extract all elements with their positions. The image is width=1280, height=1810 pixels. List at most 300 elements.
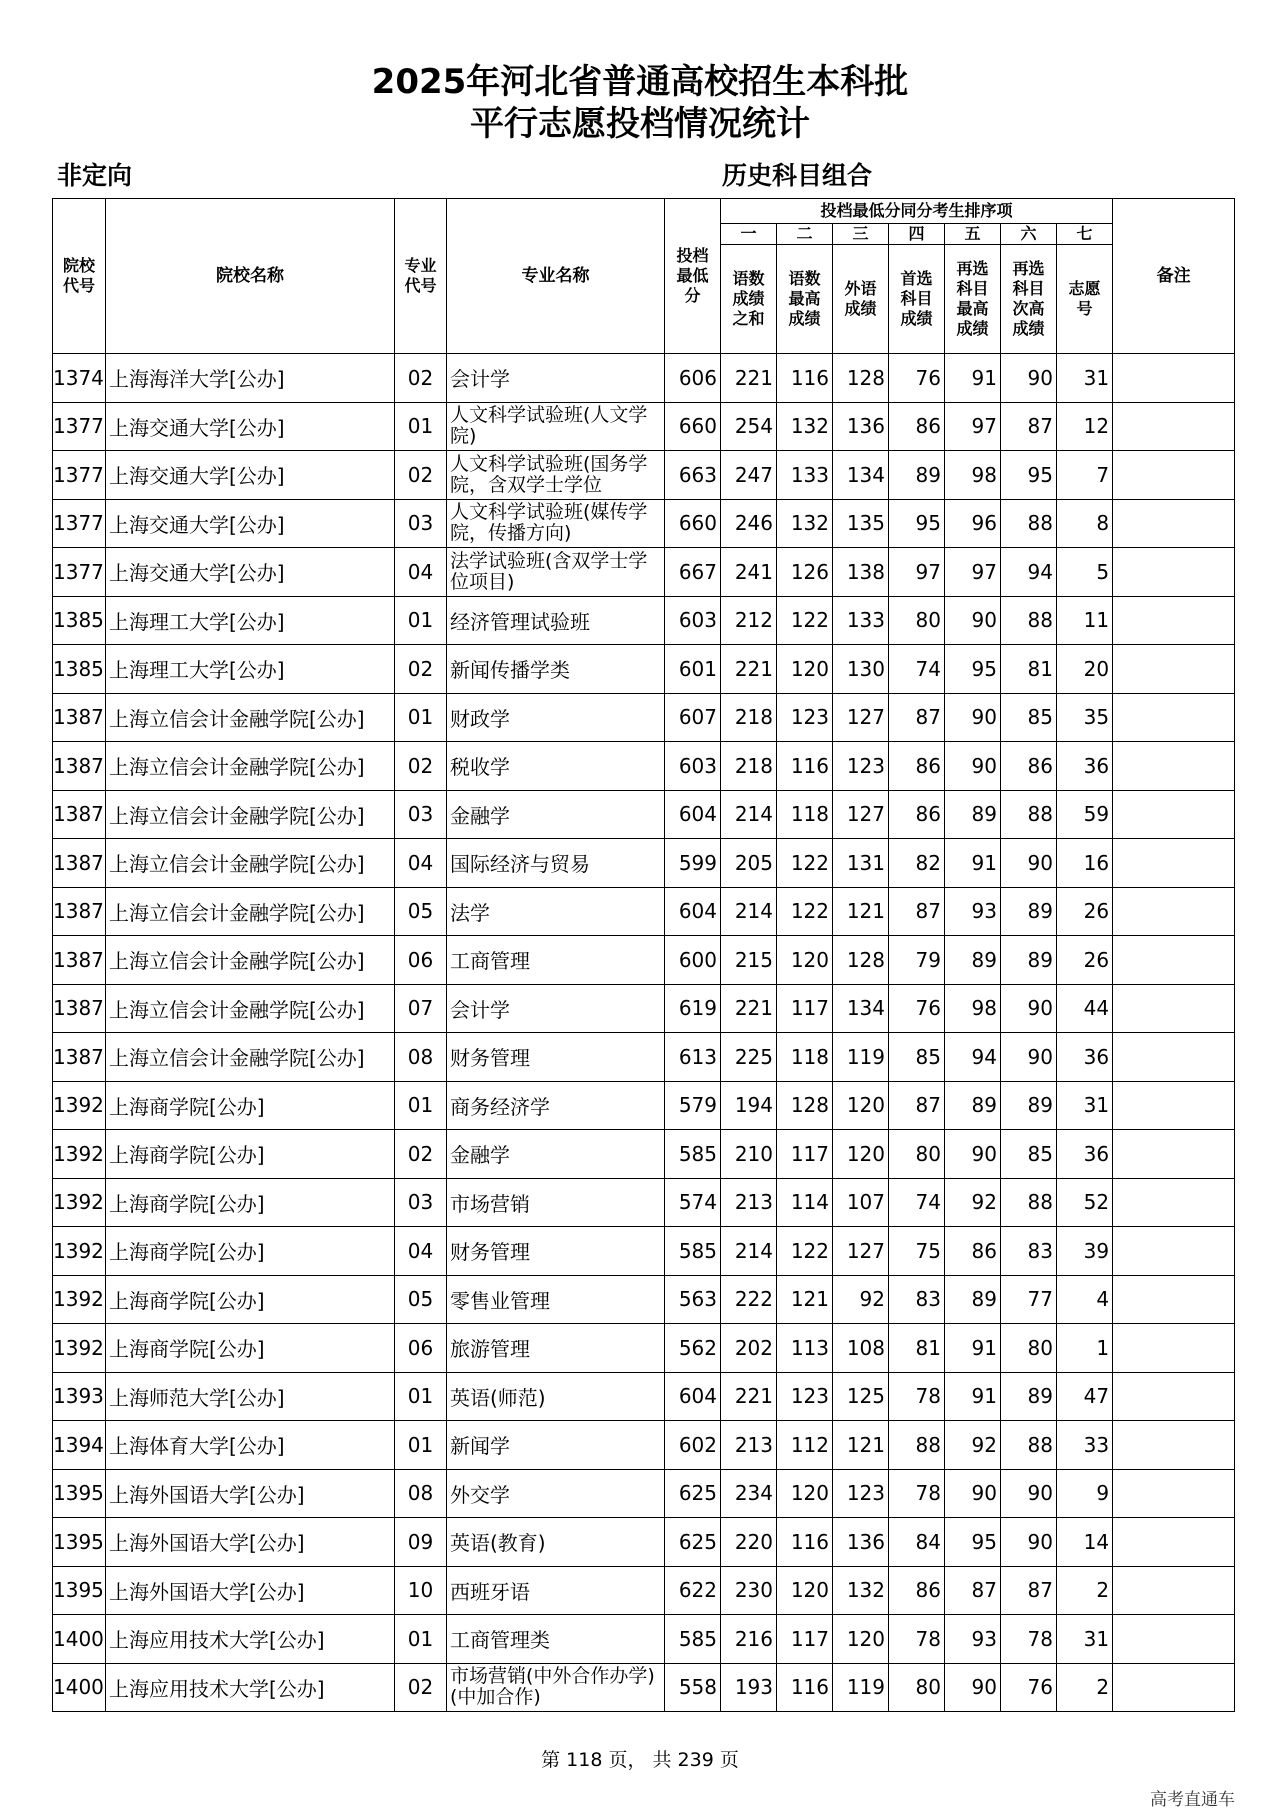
cell-s5: 95 xyxy=(945,1518,1001,1567)
cell-remark xyxy=(1113,693,1235,742)
cell-major: 市场营销(中外合作办学)(中加合作) xyxy=(447,1663,665,1712)
cell-mcode: 02 xyxy=(395,1130,447,1179)
header-code: 院校代号 xyxy=(53,199,106,354)
cell-s4: 78 xyxy=(889,1372,945,1421)
cell-s2: 120 xyxy=(777,645,833,694)
cell-remark xyxy=(1113,645,1235,694)
table-row xyxy=(53,1615,1235,1664)
cell-min: 622 xyxy=(665,1566,721,1615)
cell-s1: 213 xyxy=(721,1421,777,1470)
cell-s4: 89 xyxy=(889,451,945,500)
cell-major: 工商管理类 xyxy=(447,1615,665,1664)
cell-code: 1387 xyxy=(53,936,106,985)
cell-min: 606 xyxy=(665,354,721,403)
header-cat: 再选科目最高成绩 xyxy=(945,245,1001,354)
cell-school: 上海立信会计金融学院[公办] xyxy=(106,839,395,888)
cell-code: 1400 xyxy=(53,1663,106,1712)
header-min-score: 投档最低分 xyxy=(665,199,721,354)
cell-school: 上海商学院[公办] xyxy=(106,1081,395,1130)
header-num: 四 xyxy=(889,224,945,245)
table-row xyxy=(53,548,1235,597)
cell-s6: 88 xyxy=(1001,1421,1057,1470)
cell-s6: 88 xyxy=(1001,596,1057,645)
cell-mcode: 04 xyxy=(395,1227,447,1276)
cell-s1: 221 xyxy=(721,354,777,403)
cell-min: 585 xyxy=(665,1227,721,1276)
cell-s6: 78 xyxy=(1001,1615,1057,1664)
cell-s2: 114 xyxy=(777,1178,833,1227)
cell-major: 财政学 xyxy=(447,693,665,742)
cell-s2: 121 xyxy=(777,1275,833,1324)
cell-s2: 116 xyxy=(777,354,833,403)
cell-school: 上海商学院[公办] xyxy=(106,1130,395,1179)
cell-s7: 26 xyxy=(1057,936,1113,985)
cell-s7: 31 xyxy=(1057,1615,1113,1664)
cell-s5: 98 xyxy=(945,451,1001,500)
cell-s3: 131 xyxy=(833,839,889,888)
cell-s4: 76 xyxy=(889,354,945,403)
cell-remark xyxy=(1113,839,1235,888)
cell-min: 604 xyxy=(665,790,721,839)
cell-s2: 113 xyxy=(777,1324,833,1373)
cell-s5: 98 xyxy=(945,984,1001,1033)
table-row xyxy=(53,1372,1235,1421)
cell-s6: 88 xyxy=(1001,499,1057,548)
page-title-line2: 平行志愿投档情况统计 xyxy=(470,104,810,144)
cell-s4: 80 xyxy=(889,1663,945,1712)
cell-school: 上海立信会计金融学院[公办] xyxy=(106,1033,395,1082)
cell-major: 经济管理试验班 xyxy=(447,596,665,645)
cell-s5: 97 xyxy=(945,402,1001,451)
cell-remark xyxy=(1113,1372,1235,1421)
cell-major: 西班牙语 xyxy=(447,1566,665,1615)
cell-s7: 16 xyxy=(1057,839,1113,888)
cell-s6: 89 xyxy=(1001,1081,1057,1130)
cell-code: 1387 xyxy=(53,790,106,839)
cell-major: 旅游管理 xyxy=(447,1324,665,1373)
cell-s6: 90 xyxy=(1001,1033,1057,1082)
cell-s5: 91 xyxy=(945,1372,1001,1421)
cell-school: 上海交通大学[公办] xyxy=(106,499,395,548)
cell-s7: 1 xyxy=(1057,1324,1113,1373)
table-row xyxy=(53,1130,1235,1179)
cell-s6: 85 xyxy=(1001,1130,1057,1179)
cell-s2: 117 xyxy=(777,1130,833,1179)
table-row xyxy=(53,1081,1235,1130)
cell-remark xyxy=(1113,984,1235,1033)
cell-s2: 122 xyxy=(777,839,833,888)
cell-s5: 97 xyxy=(945,548,1001,597)
cell-s1: 218 xyxy=(721,693,777,742)
cell-s4: 85 xyxy=(889,1033,945,1082)
cell-s1: 221 xyxy=(721,645,777,694)
header-major: 专业名称 xyxy=(447,199,665,354)
cell-s6: 95 xyxy=(1001,451,1057,500)
cell-remark xyxy=(1113,596,1235,645)
cell-s2: 117 xyxy=(777,1615,833,1664)
cell-s3: 132 xyxy=(833,1566,889,1615)
cell-s7: 2 xyxy=(1057,1566,1113,1615)
header-num: 六 xyxy=(1001,224,1057,245)
cell-s5: 90 xyxy=(945,1663,1001,1712)
table-row xyxy=(53,1566,1235,1615)
cell-major: 会计学 xyxy=(447,354,665,403)
cell-s3: 125 xyxy=(833,1372,889,1421)
cell-s4: 82 xyxy=(889,839,945,888)
cell-remark xyxy=(1113,1469,1235,1518)
cell-code: 1394 xyxy=(53,1421,106,1470)
cell-s7: 52 xyxy=(1057,1178,1113,1227)
cell-s3: 119 xyxy=(833,1663,889,1712)
table-row xyxy=(53,1469,1235,1518)
cell-remark xyxy=(1113,451,1235,500)
cell-s7: 31 xyxy=(1057,1081,1113,1130)
cell-s7: 44 xyxy=(1057,984,1113,1033)
cell-s1: 202 xyxy=(721,1324,777,1373)
cell-s7: 12 xyxy=(1057,402,1113,451)
page-title-line1: 2025年河北省普通高校招生本科批 xyxy=(371,62,909,102)
cell-remark xyxy=(1113,790,1235,839)
header-cat: 外语成绩 xyxy=(833,245,889,354)
cell-remark xyxy=(1113,742,1235,791)
cell-s7: 4 xyxy=(1057,1275,1113,1324)
cell-min: 563 xyxy=(665,1275,721,1324)
cell-s1: 194 xyxy=(721,1081,777,1130)
cell-s6: 89 xyxy=(1001,887,1057,936)
cell-s2: 122 xyxy=(777,887,833,936)
cell-s6: 83 xyxy=(1001,1227,1057,1276)
cell-s2: 116 xyxy=(777,1518,833,1567)
cell-s1: 247 xyxy=(721,451,777,500)
cell-mcode: 01 xyxy=(395,693,447,742)
header-num: 五 xyxy=(945,224,1001,245)
cell-school: 上海商学院[公办] xyxy=(106,1178,395,1227)
cell-s4: 80 xyxy=(889,596,945,645)
cell-major: 国际经济与贸易 xyxy=(447,839,665,888)
cell-major: 新闻传播学类 xyxy=(447,645,665,694)
cell-school: 上海交通大学[公办] xyxy=(106,548,395,597)
cell-code: 1392 xyxy=(53,1178,106,1227)
cell-remark xyxy=(1113,887,1235,936)
cell-s7: 35 xyxy=(1057,693,1113,742)
cell-s1: 218 xyxy=(721,742,777,791)
cell-code: 1377 xyxy=(53,451,106,500)
cell-min: 600 xyxy=(665,936,721,985)
cell-s3: 92 xyxy=(833,1275,889,1324)
cell-major: 英语(师范) xyxy=(447,1372,665,1421)
cell-min: 660 xyxy=(665,499,721,548)
cell-s1: 230 xyxy=(721,1566,777,1615)
cell-s1: 205 xyxy=(721,839,777,888)
cell-school: 上海海洋大学[公办] xyxy=(106,354,395,403)
cell-s1: 246 xyxy=(721,499,777,548)
cell-s1: 225 xyxy=(721,1033,777,1082)
cell-s5: 89 xyxy=(945,936,1001,985)
cell-s6: 85 xyxy=(1001,693,1057,742)
cell-remark xyxy=(1113,1421,1235,1470)
subtitle-right: 历史科目组合 xyxy=(722,161,873,190)
cell-s3: 108 xyxy=(833,1324,889,1373)
cell-major: 人文科学试验班(国务学院，含双学士学位 xyxy=(447,451,665,500)
cell-s4: 97 xyxy=(889,548,945,597)
cell-code: 1387 xyxy=(53,839,106,888)
cell-major: 财务管理 xyxy=(447,1227,665,1276)
cell-remark xyxy=(1113,1227,1235,1276)
header-school: 院校名称 xyxy=(106,199,395,354)
cell-s3: 123 xyxy=(833,1469,889,1518)
cell-s4: 76 xyxy=(889,984,945,1033)
cell-mcode: 07 xyxy=(395,984,447,1033)
cell-s5: 90 xyxy=(945,596,1001,645)
cell-major: 会计学 xyxy=(447,984,665,1033)
cell-s6: 77 xyxy=(1001,1275,1057,1324)
cell-s4: 81 xyxy=(889,1324,945,1373)
cell-min: 603 xyxy=(665,742,721,791)
cell-mcode: 01 xyxy=(395,1421,447,1470)
cell-s1: 215 xyxy=(721,936,777,985)
cell-s5: 91 xyxy=(945,1324,1001,1373)
cell-s2: 122 xyxy=(777,596,833,645)
cell-remark xyxy=(1113,1178,1235,1227)
cell-s2: 126 xyxy=(777,548,833,597)
cell-major: 金融学 xyxy=(447,1130,665,1179)
table-row xyxy=(53,451,1235,500)
cell-s1: 213 xyxy=(721,1178,777,1227)
cell-school: 上海立信会计金融学院[公办] xyxy=(106,936,395,985)
cell-s6: 90 xyxy=(1001,984,1057,1033)
cell-s5: 92 xyxy=(945,1421,1001,1470)
cell-code: 1392 xyxy=(53,1081,106,1130)
cell-remark xyxy=(1113,499,1235,548)
cell-remark xyxy=(1113,1518,1235,1567)
cell-code: 1392 xyxy=(53,1130,106,1179)
cell-s2: 112 xyxy=(777,1421,833,1470)
cell-code: 1377 xyxy=(53,548,106,597)
cell-s6: 90 xyxy=(1001,1518,1057,1567)
cell-s7: 47 xyxy=(1057,1372,1113,1421)
cell-code: 1387 xyxy=(53,984,106,1033)
cell-s7: 33 xyxy=(1057,1421,1113,1470)
cell-s7: 36 xyxy=(1057,742,1113,791)
header-cat: 语数成绩之和 xyxy=(721,245,777,354)
cell-school: 上海商学院[公办] xyxy=(106,1227,395,1276)
cell-s5: 89 xyxy=(945,1081,1001,1130)
cell-s7: 7 xyxy=(1057,451,1113,500)
cell-min: 607 xyxy=(665,693,721,742)
cell-s2: 133 xyxy=(777,451,833,500)
cell-mcode: 01 xyxy=(395,402,447,451)
cell-code: 1387 xyxy=(53,693,106,742)
cell-s2: 128 xyxy=(777,1081,833,1130)
cell-mcode: 05 xyxy=(395,887,447,936)
table-row xyxy=(53,596,1235,645)
cell-s4: 83 xyxy=(889,1275,945,1324)
cell-s1: 214 xyxy=(721,887,777,936)
cell-s3: 136 xyxy=(833,402,889,451)
cell-mcode: 01 xyxy=(395,1615,447,1664)
table-row xyxy=(53,984,1235,1033)
cell-code: 1387 xyxy=(53,887,106,936)
cell-remark xyxy=(1113,548,1235,597)
cell-code: 1385 xyxy=(53,645,106,694)
cell-major: 新闻学 xyxy=(447,1421,665,1470)
cell-s3: 107 xyxy=(833,1178,889,1227)
cell-school: 上海理工大学[公办] xyxy=(106,596,395,645)
cell-s5: 86 xyxy=(945,1227,1001,1276)
cell-min: 660 xyxy=(665,402,721,451)
cell-major: 人文科学试验班(媒传学院，传播方向) xyxy=(447,499,665,548)
cell-remark xyxy=(1113,1615,1235,1664)
cell-s6: 90 xyxy=(1001,839,1057,888)
cell-code: 1387 xyxy=(53,742,106,791)
cell-s3: 120 xyxy=(833,1615,889,1664)
cell-s5: 91 xyxy=(945,354,1001,403)
table-row xyxy=(53,354,1235,403)
table-row xyxy=(53,402,1235,451)
cell-s4: 74 xyxy=(889,645,945,694)
cell-code: 1395 xyxy=(53,1566,106,1615)
cell-s5: 87 xyxy=(945,1566,1001,1615)
cell-s2: 116 xyxy=(777,1663,833,1712)
cell-s2: 132 xyxy=(777,402,833,451)
table-row xyxy=(53,693,1235,742)
cell-s2: 120 xyxy=(777,1566,833,1615)
cell-major: 商务经济学 xyxy=(447,1081,665,1130)
cell-s3: 121 xyxy=(833,1421,889,1470)
cell-s5: 93 xyxy=(945,1615,1001,1664)
cell-code: 1395 xyxy=(53,1518,106,1567)
cell-code: 1395 xyxy=(53,1469,106,1518)
cell-min: 585 xyxy=(665,1130,721,1179)
cell-s2: 120 xyxy=(777,1469,833,1518)
cell-s5: 91 xyxy=(945,839,1001,888)
cell-s7: 5 xyxy=(1057,548,1113,597)
header-num: 二 xyxy=(777,224,833,245)
cell-code: 1400 xyxy=(53,1615,106,1664)
cell-s7: 31 xyxy=(1057,354,1113,403)
cell-s5: 93 xyxy=(945,887,1001,936)
cell-s4: 87 xyxy=(889,887,945,936)
cell-mcode: 10 xyxy=(395,1566,447,1615)
cell-s6: 88 xyxy=(1001,790,1057,839)
cell-s1: 214 xyxy=(721,1227,777,1276)
cell-s7: 26 xyxy=(1057,887,1113,936)
cell-s1: 241 xyxy=(721,548,777,597)
cell-school: 上海师范大学[公办] xyxy=(106,1372,395,1421)
table-row xyxy=(53,1033,1235,1082)
cell-code: 1392 xyxy=(53,1275,106,1324)
cell-remark xyxy=(1113,1081,1235,1130)
cell-min: 663 xyxy=(665,451,721,500)
cell-s7: 36 xyxy=(1057,1033,1113,1082)
cell-s2: 120 xyxy=(777,936,833,985)
cell-mcode: 02 xyxy=(395,1663,447,1712)
cell-remark xyxy=(1113,1663,1235,1712)
cell-s2: 132 xyxy=(777,499,833,548)
cell-s6: 87 xyxy=(1001,1566,1057,1615)
cell-mcode: 02 xyxy=(395,451,447,500)
header-remark: 备注 xyxy=(1113,199,1235,354)
cell-mcode: 02 xyxy=(395,742,447,791)
cell-mcode: 09 xyxy=(395,1518,447,1567)
cell-s6: 81 xyxy=(1001,645,1057,694)
table-row xyxy=(53,499,1235,548)
cell-s6: 89 xyxy=(1001,1372,1057,1421)
table-row xyxy=(53,887,1235,936)
cell-s5: 94 xyxy=(945,1033,1001,1082)
cell-major: 人文科学试验班(人文学院) xyxy=(447,402,665,451)
cell-school: 上海立信会计金融学院[公办] xyxy=(106,984,395,1033)
cell-school: 上海理工大学[公办] xyxy=(106,645,395,694)
table-row xyxy=(53,1227,1235,1276)
watermark: 高考直通车 xyxy=(1150,1790,1235,1810)
cell-school: 上海商学院[公办] xyxy=(106,1324,395,1373)
cell-s5: 95 xyxy=(945,645,1001,694)
cell-code: 1377 xyxy=(53,402,106,451)
cell-s3: 128 xyxy=(833,936,889,985)
cell-mcode: 03 xyxy=(395,499,447,548)
cell-s5: 89 xyxy=(945,790,1001,839)
cell-mcode: 03 xyxy=(395,790,447,839)
cell-s3: 138 xyxy=(833,548,889,597)
cell-min: 667 xyxy=(665,548,721,597)
cell-school: 上海立信会计金融学院[公办] xyxy=(106,887,395,936)
cell-remark xyxy=(1113,354,1235,403)
cell-school: 上海立信会计金融学院[公办] xyxy=(106,693,395,742)
cell-s6: 89 xyxy=(1001,936,1057,985)
cell-mcode: 01 xyxy=(395,596,447,645)
cell-code: 1392 xyxy=(53,1324,106,1373)
cell-code: 1374 xyxy=(53,354,106,403)
cell-s5: 90 xyxy=(945,693,1001,742)
cell-s4: 78 xyxy=(889,1469,945,1518)
cell-code: 1392 xyxy=(53,1227,106,1276)
admission-table xyxy=(52,198,1235,1712)
cell-s3: 136 xyxy=(833,1518,889,1567)
cell-s3: 133 xyxy=(833,596,889,645)
cell-school: 上海立信会计金融学院[公办] xyxy=(106,790,395,839)
cell-code: 1377 xyxy=(53,499,106,548)
cell-min: 599 xyxy=(665,839,721,888)
header-num: 七 xyxy=(1057,224,1113,245)
header-cat: 首选科目成绩 xyxy=(889,245,945,354)
table-row xyxy=(53,1324,1235,1373)
cell-min: 613 xyxy=(665,1033,721,1082)
table-row xyxy=(53,645,1235,694)
cell-major: 英语(教育) xyxy=(447,1518,665,1567)
header-cat: 再选科目次高成绩 xyxy=(1001,245,1057,354)
cell-mcode: 01 xyxy=(395,1372,447,1421)
cell-s1: 212 xyxy=(721,596,777,645)
cell-mcode: 06 xyxy=(395,1324,447,1373)
cell-s1: 221 xyxy=(721,1372,777,1421)
header-cat: 志愿号 xyxy=(1057,245,1113,354)
cell-s2: 123 xyxy=(777,1372,833,1421)
cell-s3: 127 xyxy=(833,693,889,742)
cell-min: 602 xyxy=(665,1421,721,1470)
cell-mcode: 04 xyxy=(395,548,447,597)
cell-school: 上海体育大学[公办] xyxy=(106,1421,395,1470)
cell-s1: 234 xyxy=(721,1469,777,1518)
cell-s3: 123 xyxy=(833,742,889,791)
cell-s3: 130 xyxy=(833,645,889,694)
cell-mcode: 08 xyxy=(395,1469,447,1518)
cell-mcode: 08 xyxy=(395,1033,447,1082)
cell-mcode: 02 xyxy=(395,645,447,694)
cell-mcode: 01 xyxy=(395,1081,447,1130)
table-row xyxy=(53,790,1235,839)
cell-s6: 80 xyxy=(1001,1324,1057,1373)
